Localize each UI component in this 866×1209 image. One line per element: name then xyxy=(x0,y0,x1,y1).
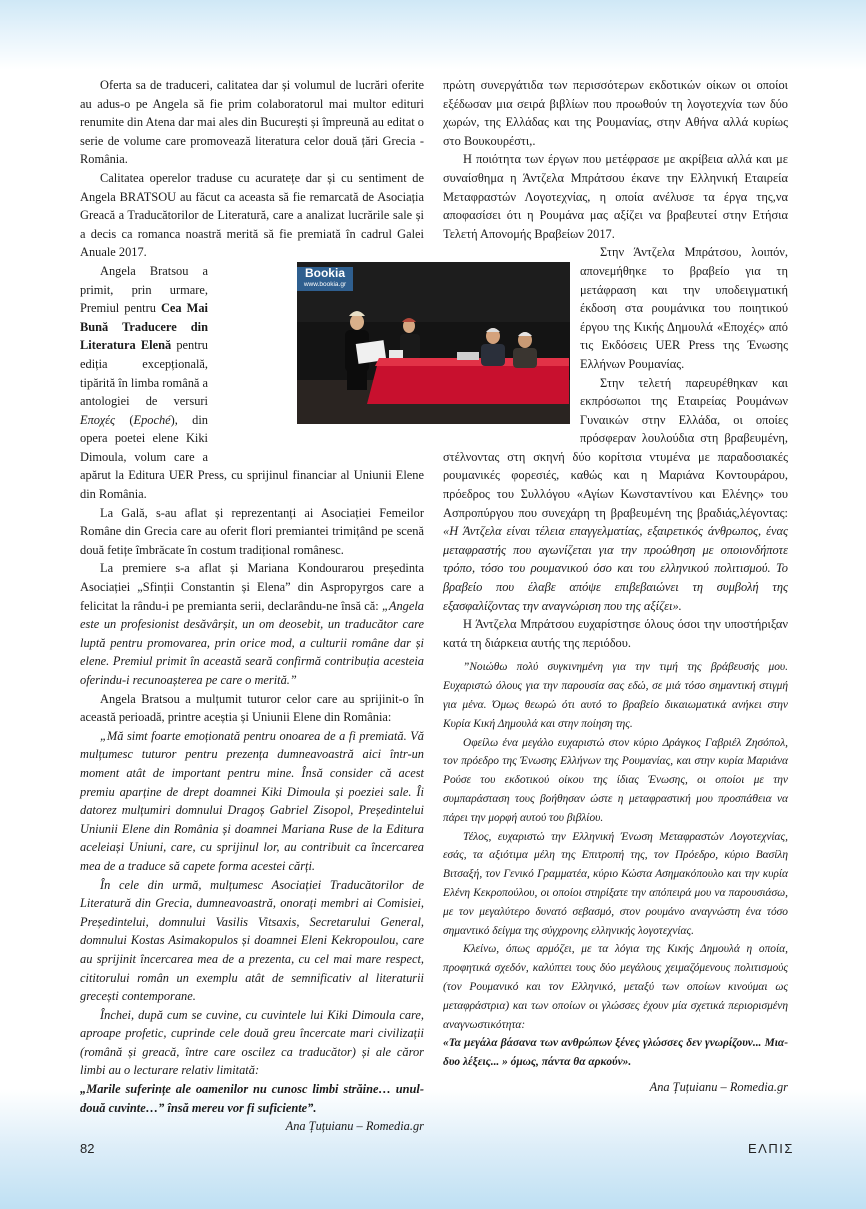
paragraph: Η ποιότητα των έργων που μετέφρασε με ακρίβεια αλλά και με συναίσθημα η Άντζελα Μπράτσου έκανε την Ελληνική Εταιρεία Μεταφραστών Λογοτεχνίας, η οποία ανέλυσε τα έργα της,να αποφασίσει ότι η Ρουμάνα μας αξίζει να βραβευτεί στην Ετήσια Τελετή Απονομής Βραβείων 2017. xyxy=(443,152,788,241)
paragraph: Închei, după cum se cuvine, cu cuvintele lui Kiki Dimoula care, aproape profetic, cuprinde cele două greu încercate mari civilizații (română și greacă, între care oscilez ca traducător) și ale căror limbi au o lecturare relativ limitată: xyxy=(80,1007,424,1078)
paragraph: „Mă simt foarte emoționată pentru onoarea de a fi premiată. Vă mulțumesc tuturor pentru prezența dumneavoastră aici într-un moment atât de important pentru mine. Însă consider că acest premiu aparține de drept doamnei Kiki Dimoula și poeziei sale. Îi datorez mulțumiri domnului Dragoș Gabriel Zisopol, Președintelui Uniunii Elene din România și doamnei Mariana Ruse de la Editura aceleiași Uniuni, care, cu sprijinul lor, au contribuit ca încercarea mea de a traduce să capete forma acestei cărți. xyxy=(80,728,424,873)
paragraph: Στην Άντζελα Μπράτσου, λοιπόν, απονεμήθηκε το βραβείο για τη μετάφραση και την υποδειγματική έκδοση στα ρουμάνικα του ποιητικού έργου της Κικής Δημουλά «Εποχές» από τις Εκδόσεις UER Press της Ένωσης Ελλήνων Ρουμανίας. xyxy=(580,245,788,371)
left-column-romanian xyxy=(80,76,424,1136)
paragraph: Στην τελετή παρευρέθηκαν και εκπρόσωποι της Εταιρείας Ρουμάνων Γυναικών στην Ελλάδα, οι οποίες πρόσφεραν λουλούδια στη βραβευμένη, στέλνοντας στη σκηνή δύο κορίτσια ντυμένα με παραδοσιακές ρουμανικές φορεσιές, καθώς και η Μαριάνα Κοντουράρου, πρόεδρος του Συλλόγου «Αγίων Κωνσταντίνου και Ελένης» του Ασπροπύργου που συνεχάρη τη βραβευμένη της βραδιάς,λέγοντας: «Η Άντζελα είναι τέλεια επαγγελματίας, εξαιρετικός άνθρωπος, ένας μεταφραστής που αγωνίζεται για την προώθηση με οποιονδήποτε τρόπο, τόσο του ρουμανικού όσο και του ελληνικού πολιτισμού. Το βραβείο που έλαβε απόψε επιβεβαιώνει τη συμβολή της εξασφαλίζοντας την αναγνώριση που της αξίζει». xyxy=(443,375,788,613)
right-column-greek xyxy=(443,76,788,1097)
signature: Ana Țuțuianu – Romedia.gr xyxy=(649,1079,788,1094)
paragraph: Οφείλω ένα μεγάλο ευχαριστώ στον κύριο Δράγκος Γαβριέλ Ζησόπολ, τον πρόεδρο της Ένωσης Ελλήνων της Ρουμανίας, και στην κυρία Μαριάνα Ρούσε του εκδοτικού οίκου της ίδιας Ένωσης, οι οποίοι με την συμπαράσταση τους βοήθησαν ώστε η μεταφραστική μου προσπάθεια να πάρει την μορφή αυτού του βιβλίου. xyxy=(443,736,788,824)
paragraph: Angela Bratsou a mulțumit tuturor celor care au sprijinit-o în această perioadă, printre aceștia și Uniunii Elene din România: xyxy=(80,691,424,725)
page-number: 82 xyxy=(80,1141,95,1156)
paragraph: Calitatea operelor traduse cu acuratețe dar și cu sentiment de Angela BRATSOU au făcut ca aceasta să fie remarcată de Asociația Greacă a Traducătorilor de Literatură, care a analizat lucrările sale și a decis ca romanca noastră merită să fie premiată în cadrul Galei Anuale 2017. xyxy=(80,170,424,260)
magazine-name: ΕΛΠΙΣ xyxy=(748,1141,794,1156)
top-decorative-band xyxy=(0,0,866,70)
paragraph: La Gală, s-au aflat și reprezentanți ai Asociației Femeilor Române din Grecia care au oferit flori premiantei trimițând pe scenă două fetițe îmbrăcate în costum tradițional românesc. xyxy=(80,505,424,557)
paragraph: Τέλος, ευχαριστώ την Ελληνική Ένωση Μεταφραστών Λογοτεχνίας, εσάς, τα αξιότιμα μέλη της Επιτροπή της, τον Πρόεδρο, κύριο Βασίλη Βιτσαξή, τον Γενικό Γραμματέα, κύριο Κώστα Ασημακόπουλο και την κυρία Ελένη Κεκροπούλου, οι οποίοι στηρίξατε την απόπειρά μου να παρουσιάσω, με τον μεγαλύτερο δυνατό σεβασμό, στον ρουμάνο αναγνώστη ένα τόσο σημαντικό δείγμα της σύγχρονης ελληνικής λογοτεχνίας. xyxy=(443,830,788,937)
closing-quote: „Marile suferințe ale oamenilor nu cunosc limbi străine… unul-două cuvinte…” însă mereu vor fi suficiente”. xyxy=(80,1082,424,1115)
paragraph: Angela Bratsou a primit, prin urmare, Premiul pentru Cea Mai Bună Traducere din Literatura Elenă pentru ediția excepțională, tipărită în limba română a antologiei de versuri Εποχές (Epoché), din opera poetei elene Kiki Dimoula, volum care a apărut la Editura UER Press, cu sprijinul financiar al Uniunii Elene din România. xyxy=(80,263,424,502)
paragraph: Oferta sa de traduceri, calitatea dar și volumul de lucrări oferite au adus-o pe Angela să fie prim colaboratorul mai multor edituri renumite din Atena dar mai ales din București și împreună au editat o serie de volume care promovează literatura celor două țări Grecia - România. xyxy=(80,78,424,167)
paragraph: Η Άντζελα Μπράτσου ευχαρίστησε όλους όσοι την υποστήριξαν κατά τη διάρκεια αυτής της περιόδου. xyxy=(443,617,788,650)
signature: Ana Țuțuianu – Romedia.gr xyxy=(285,1119,424,1134)
paragraph: Κλείνω, όπως αρμόζει, με τα λόγια της Κικής Δημουλά η οποία, προφητικά σχεδόν, καλύπτει τους δύο μεγάλους χειμαζόμενους πολιτισμούς (τον Ρουμανικό και τον Ελληνικό, μεταξύ των οποίων κινούμαι ως μεταφράστρια) και των οποίων οι γλώσσες έχουν μία σχετικά περιορισμένη αναγνωστικότητα: xyxy=(443,943,788,1031)
paragraph: ”Νοιώθω πολύ συγκινημένη για την τιμή της βράβευσής μου. Ευχαριστώ όλους για την παρουσία σας εδώ, σε μιά τόσο σημαντική στιγμή για μένα. Όμως θεωρώ ότι αυτό το βραβείο δικαιωματικά ανήκει στην Κυρία Κική Δημουλά και στην ποίηση της. xyxy=(443,661,788,730)
paragraph: πρώτη συνεργάτιδα των περισσότερων εκδοτικών οίκων οι οποίοι εξέδωσαν μια σειρά βιβλίων που προωθούν τη λογοτεχνία των δύο χωρών, της Ελλάδας και της Ρουμανίας, στην Αθήνα αλλά κυρίως στο Βουκουρέστι,. xyxy=(443,78,788,148)
paragraph: La premiere s-a aflat și Mariana Kondourarou președinta Asociației „Sfinții Constantin și Elena” din Aspropyrgos care a felicitat la rându-i pe premianta serii, declarându-ne însă că: „Angela este un profesionist desăvârșit, un om deosebit, un traducător care luptă pentru promovarea, prin orice mod, a culturii române dar și elene. Premiul primit în această seară confirmă contribuția acesteia oferindu-i recunoașterea pe care o merită.” xyxy=(80,561,424,687)
photo-spacer xyxy=(443,243,580,261)
bookia-badge: Bookia www.bookia.gr xyxy=(297,267,353,291)
award-ceremony-photo xyxy=(297,262,570,424)
closing-quote: «Τα μεγάλα βάσανα των ανθρώπων ξένες γλώσσες δεν γνωρίζουν... Μια-δυο λέξεις... » όμως, πάντα θα αρκούν». xyxy=(443,1037,788,1069)
paragraph: În cele din urmă, mulțumesc Asociației Traducătorilor de Literatură din Grecia, dumneavoastră, onorați membri ai Comisiei, Președintelui, domnului Vasilis Vitsaxis, Secretarului General, domnului Kostas Asimakopulos și doamnei Eleni Kekropoulou, care au sprijinit încercarea mea de a prezenta, cu cel mai mare respect, cititorului român un exemplu atât de semnificativ al literaturii grecești contemporane. xyxy=(80,877,424,1004)
